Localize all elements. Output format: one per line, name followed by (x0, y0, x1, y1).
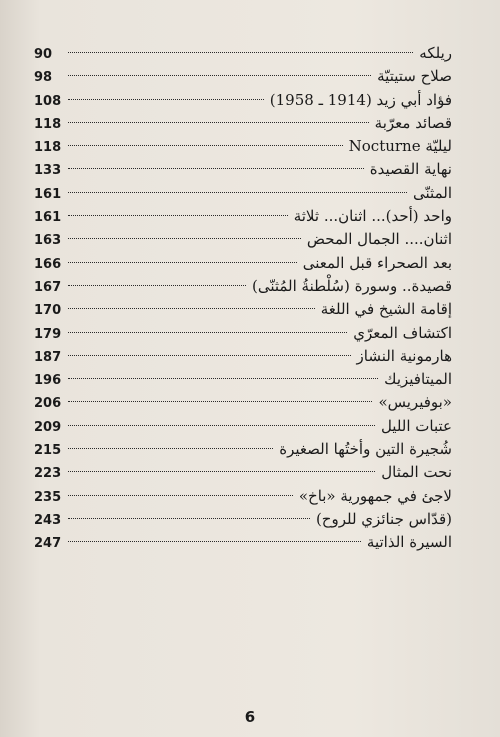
table-of-contents (34, 42, 452, 555)
dot-leader (68, 145, 343, 146)
dot-leader (68, 355, 351, 356)
toc-entry-title: اكتشاف المعرّي (353, 323, 452, 342)
toc-entry-page-number: 223 (34, 466, 62, 482)
toc-entry-page-number: 167 (34, 279, 62, 295)
toc-entry-page-number: 215 (34, 443, 62, 459)
toc-entry-page-number: 161 (34, 210, 62, 226)
toc-entry (34, 65, 452, 88)
toc-entry-title: واحد (أحد)... اثنان... ثلاثة (293, 207, 452, 226)
toc-entry (34, 322, 452, 345)
toc-entry-page-number: 235 (34, 489, 62, 505)
toc-entry-title: فؤاد أبي زيد (1914 ـ 1958) (269, 90, 452, 109)
toc-entry-title: قصيدة.. وسورة (سُلْطنةُ المُثنّى) (251, 276, 452, 295)
toc-entry-title: ليليّة Nocturne (348, 137, 452, 156)
dot-leader (68, 168, 364, 169)
dot-leader (68, 332, 347, 333)
dot-leader (68, 401, 372, 402)
toc-entry-title: صلاح ستيتيّة (377, 67, 452, 86)
toc-entry-title: الميتافيزيك (384, 370, 452, 389)
toc-entry-title: بعد الصحراء قبل المعنى (302, 253, 452, 272)
dot-leader (68, 99, 264, 100)
dot-leader (68, 75, 371, 76)
toc-entry-title: (قدّاس جنائزي للروح) (315, 509, 452, 528)
toc-entry-title: نهاية القصيدة (369, 160, 452, 179)
toc-entry-title: شُجيرة التين وأختُها الصغيرة (279, 440, 452, 459)
toc-entry-title: قصائد معرّبة (374, 113, 452, 132)
toc-entry (34, 135, 452, 158)
toc-entry-title: المثنّى (413, 183, 452, 202)
toc-entry-page-number: 243 (34, 512, 62, 528)
toc-entry-title: نحت المثال (381, 463, 452, 482)
toc-entry (34, 89, 452, 112)
toc-entry-title: عتبات الليل (380, 416, 452, 435)
dot-leader (68, 308, 315, 309)
toc-entry-page-number: 90 (34, 47, 53, 62)
toc-entry (34, 42, 452, 65)
dot-leader (68, 215, 288, 216)
dot-leader (68, 471, 375, 472)
page-number: 6 (244, 708, 256, 726)
toc-entry (34, 158, 452, 181)
toc-entry-page-number: 179 (34, 326, 62, 342)
toc-entry-title: السيرة الذاتية (366, 533, 452, 552)
dot-leader (68, 541, 361, 542)
toc-entry (34, 228, 452, 251)
toc-entry-page-number: 98 (34, 70, 53, 86)
toc-entry (34, 182, 452, 205)
toc-entry (34, 275, 452, 298)
dot-leader (68, 192, 407, 193)
toc-entry-page-number: 170 (34, 303, 62, 319)
toc-entry-page-number: 187 (34, 349, 62, 365)
toc-entry-title: هارمونية النشاز (356, 346, 452, 365)
toc-entry (34, 391, 452, 414)
dot-leader (68, 518, 310, 519)
toc-entry-title: «بوفيريس» (378, 393, 452, 412)
toc-entry-page-number: 247 (34, 536, 62, 552)
toc-entry (34, 205, 452, 228)
toc-entry-page-number: 108 (34, 93, 62, 109)
toc-entry (34, 298, 452, 321)
toc-entry (34, 345, 452, 368)
dot-leader (68, 262, 297, 263)
toc-entry (34, 252, 452, 275)
dot-leader (68, 52, 413, 53)
toc-entry-page-number: 209 (34, 419, 62, 435)
toc-entry-page-number: 161 (34, 186, 62, 202)
toc-entry-page-number: 163 (34, 233, 62, 249)
dot-leader (68, 425, 375, 426)
toc-entry-page-number: 118 (34, 140, 62, 156)
toc-entry (34, 485, 452, 508)
dot-leader (68, 495, 293, 496)
toc-entry-page-number: 118 (34, 116, 62, 132)
dot-leader (68, 285, 246, 286)
toc-entry (34, 508, 452, 531)
toc-entry (34, 461, 452, 484)
toc-entry (34, 368, 452, 391)
dot-leader (68, 238, 301, 239)
toc-entry-title: اثنان.... الجمال المحض (306, 230, 452, 249)
dot-leader (68, 448, 273, 449)
toc-entry-page-number: 133 (34, 163, 62, 179)
toc-entry-page-number: 196 (34, 373, 62, 389)
dot-leader (68, 122, 369, 123)
toc-entry (34, 112, 452, 135)
dot-leader (68, 378, 378, 379)
toc-entry-title: ريلكه (419, 44, 452, 62)
toc-entry (34, 415, 452, 438)
toc-entry-title: إقامة الشيخ في اللغة (320, 300, 452, 319)
toc-entry (34, 531, 452, 554)
toc-entry (34, 438, 452, 461)
toc-entry-page-number: 166 (34, 256, 62, 272)
toc-entry-page-number: 206 (34, 396, 62, 412)
toc-entry-title: لاجئ في جمهورية «باخ» (298, 486, 452, 505)
